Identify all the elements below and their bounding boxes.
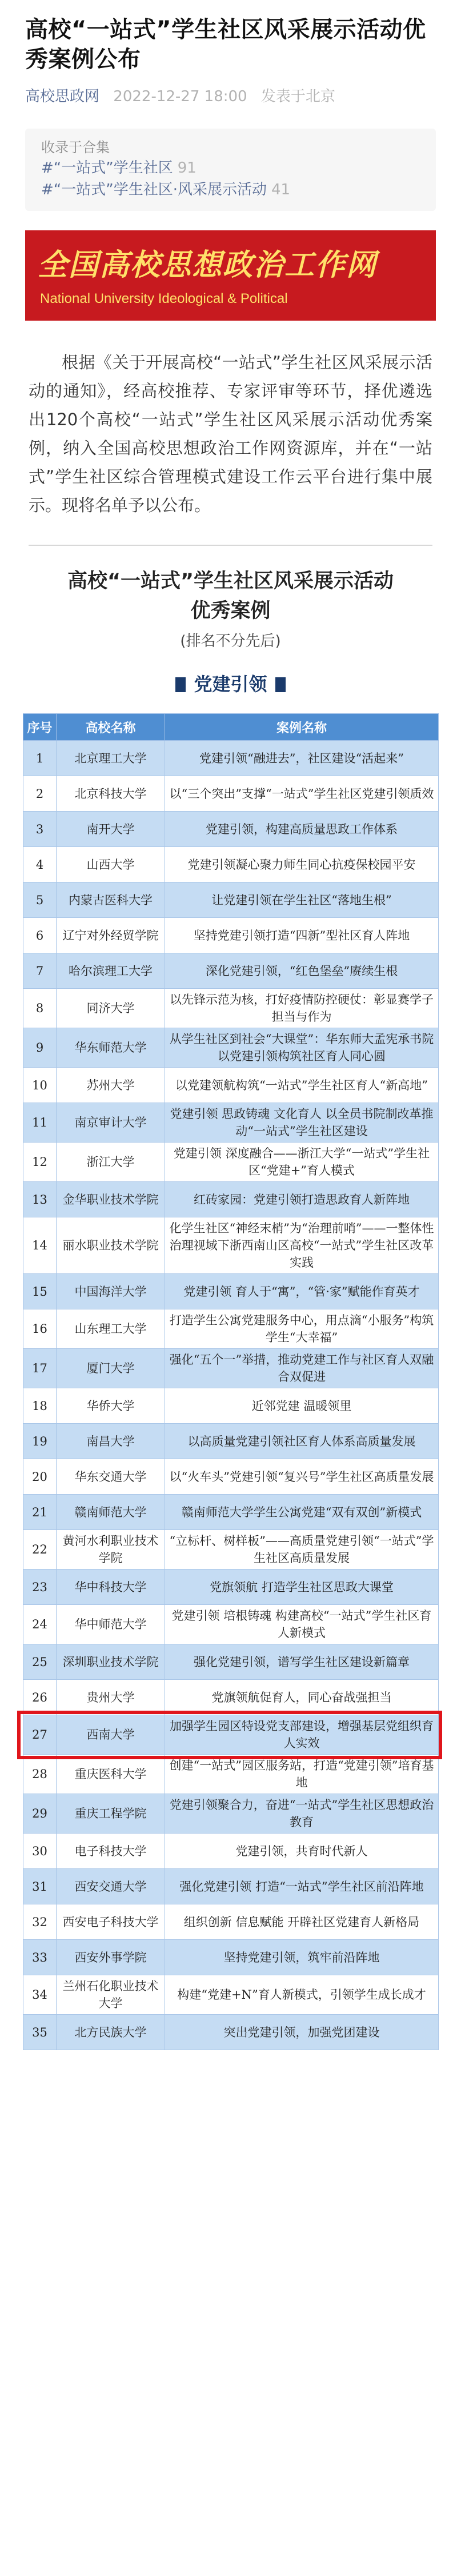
collection-tag-label[interactable]: #“一站式”学生社区 bbox=[41, 159, 173, 177]
row-case: “立标杆、树样板”——高质量党建引领“一站式”学生社区高质量发展 bbox=[165, 1530, 439, 1569]
row-school: 重庆工程学院 bbox=[57, 1794, 165, 1834]
table-row bbox=[23, 1068, 439, 1103]
row-case: 党建引领 培根铸魂 构建高校“一站式”学生社区育人新模式 bbox=[165, 1605, 439, 1644]
row-case: 强化党建引领，谱写学生社区建设新篇章 bbox=[165, 1644, 439, 1680]
table-row bbox=[23, 953, 439, 989]
section-subtitle: (排名不分先后) bbox=[180, 633, 281, 650]
row-school: 南开大学 bbox=[57, 812, 165, 847]
row-case: 深化党建引领，“红色堡垒”赓续生根 bbox=[165, 953, 439, 989]
article-title: 高校“一站式”学生社区风采展示活动优秀案例公布 bbox=[25, 17, 426, 73]
row-case: 坚持党建引领，筑牢前沿阵地 bbox=[165, 1940, 439, 1975]
row-school: 哈尔滨理工大学 bbox=[57, 953, 165, 989]
row-case: 构建“党建+N”育人新模式，引领学生成长成才 bbox=[165, 1975, 439, 2015]
table-row bbox=[23, 812, 439, 847]
table-row bbox=[23, 1495, 439, 1530]
table-row bbox=[23, 1904, 439, 1940]
collection-tag-count: 41 bbox=[271, 181, 291, 198]
collection-tag[interactable] bbox=[41, 179, 420, 201]
row-number: 13 bbox=[23, 1182, 57, 1217]
square-bullet-icon bbox=[175, 677, 186, 692]
row-case: 加强学生园区特设党支部建设，增强基层党组织育人实效 bbox=[165, 1715, 439, 1755]
section-title-line: 高校“一站式”学生社区风采展示活动 bbox=[67, 570, 394, 593]
row-number: 12 bbox=[23, 1143, 57, 1182]
row-case: 以高质量党建引领社区育人体系高质量发展 bbox=[165, 1424, 439, 1459]
row-number: 30 bbox=[23, 1834, 57, 1869]
row-number: 31 bbox=[23, 1869, 57, 1904]
table-row bbox=[23, 1028, 439, 1068]
row-school: 黄河水利职业技术学院 bbox=[57, 1530, 165, 1569]
row-school: 西安交通大学 bbox=[57, 1869, 165, 1904]
row-case: 党建引领“融进去”，社区建设“活起来” bbox=[165, 741, 439, 776]
row-school: 山东理工大学 bbox=[57, 1309, 165, 1349]
row-number: 24 bbox=[23, 1605, 57, 1644]
category-label: 党建引领 bbox=[194, 673, 267, 695]
row-school: 西南大学 bbox=[57, 1715, 165, 1755]
row-number: 11 bbox=[23, 1103, 57, 1143]
row-school: 华侨大学 bbox=[57, 1388, 165, 1424]
publish-date: 2022-12-27 18:00 bbox=[113, 88, 247, 105]
banner-logo-text: 全国高校思想政治工作网 bbox=[38, 247, 378, 282]
table-row bbox=[23, 918, 439, 953]
row-number: 20 bbox=[23, 1459, 57, 1495]
row-school: 华中师范大学 bbox=[57, 1605, 165, 1644]
row-number: 33 bbox=[23, 1940, 57, 1975]
row-case: 让党建引领在学生社区“落地生根” bbox=[165, 882, 439, 918]
collection-tag-count: 91 bbox=[177, 159, 197, 177]
row-case: 化学生社区“神经末梢”为“治理前哨”——一整体性治理视域下浙西南山区高校“一站式”学生社区改革实践 bbox=[165, 1217, 439, 1274]
row-school: 南京审计大学 bbox=[57, 1103, 165, 1143]
row-school: 南昌大学 bbox=[57, 1424, 165, 1459]
table-row bbox=[23, 1715, 439, 1755]
row-number: 23 bbox=[23, 1569, 57, 1605]
row-case: 党建引领，构建高质量思政工作体系 bbox=[165, 812, 439, 847]
row-number: 1 bbox=[23, 741, 57, 776]
row-number: 10 bbox=[23, 1068, 57, 1103]
row-number: 19 bbox=[23, 1424, 57, 1459]
row-number: 9 bbox=[23, 1028, 57, 1068]
row-case: 以“三个突出”支撑“一站式”学生社区党建引领质效 bbox=[165, 776, 439, 812]
row-school: 内蒙古医科大学 bbox=[57, 882, 165, 918]
table-row bbox=[23, 989, 439, 1028]
row-number: 32 bbox=[23, 1904, 57, 1940]
table-row bbox=[23, 1424, 439, 1459]
row-number: 25 bbox=[23, 1644, 57, 1680]
table-row bbox=[23, 847, 439, 882]
table-row bbox=[23, 1869, 439, 1904]
row-number: 34 bbox=[23, 1975, 57, 2015]
table-row bbox=[23, 1143, 439, 1182]
row-number: 2 bbox=[23, 776, 57, 812]
row-number: 6 bbox=[23, 918, 57, 953]
row-school: 赣南师范大学 bbox=[57, 1495, 165, 1530]
row-number: 18 bbox=[23, 1388, 57, 1424]
row-school: 金华职业技术学院 bbox=[57, 1182, 165, 1217]
publish-location: 发表于北京 bbox=[260, 88, 335, 105]
row-case: 突出党建引领，加强党团建设 bbox=[165, 2015, 439, 2050]
row-school: 中国海洋大学 bbox=[57, 1274, 165, 1309]
row-school: 重庆医科大学 bbox=[57, 1755, 165, 1794]
table-row bbox=[23, 1569, 439, 1605]
table-row bbox=[23, 2015, 439, 2050]
row-school: 北京理工大学 bbox=[57, 741, 165, 776]
row-number: 22 bbox=[23, 1530, 57, 1569]
row-number: 21 bbox=[23, 1495, 57, 1530]
row-school: 西安电子科技大学 bbox=[57, 1904, 165, 1940]
row-case: 以先锋示范为核，打好疫情防控硬仗：彰显赛学子担当与作为 bbox=[165, 989, 439, 1028]
table-row bbox=[23, 1794, 439, 1834]
row-number: 16 bbox=[23, 1309, 57, 1349]
row-school: 贵州大学 bbox=[57, 1680, 165, 1715]
row-number: 8 bbox=[23, 989, 57, 1028]
row-case: 创建“一站式”园区服务站，打造“党建引领”培育基地 bbox=[165, 1755, 439, 1794]
row-case: 党建引领 育人于“寓”，“管·家”赋能作育英才 bbox=[165, 1274, 439, 1309]
row-number: 27 bbox=[23, 1715, 57, 1755]
row-number: 15 bbox=[23, 1274, 57, 1309]
section-divider bbox=[29, 545, 432, 546]
table-row bbox=[23, 1680, 439, 1715]
site-banner bbox=[25, 230, 436, 321]
header-case: 案例名称 bbox=[165, 714, 439, 741]
collection-tag-label[interactable]: #“一站式”学生社区·风采展示活动 bbox=[41, 181, 267, 198]
row-school: 苏州大学 bbox=[57, 1068, 165, 1103]
row-case: 从学生社区到社会“大课堂”：华东师大孟宪承书院以党建引领构筑社区育人同心圆 bbox=[165, 1028, 439, 1068]
row-case: 以党建领航构筑“一站式”学生社区育人“新高地” bbox=[165, 1068, 439, 1103]
row-school: 电子科技大学 bbox=[57, 1834, 165, 1869]
row-school: 华中科技大学 bbox=[57, 1569, 165, 1605]
row-case: 党建引领聚合力，奋进“一站式”学生社区思想政治教育 bbox=[165, 1794, 439, 1834]
row-case: 红砖家园：党建引领打造思政育人新阵地 bbox=[165, 1182, 439, 1217]
table-row bbox=[23, 1530, 439, 1569]
row-number: 7 bbox=[23, 953, 57, 989]
collection-box bbox=[25, 129, 436, 211]
row-case: 赣南师范大学学生公寓党建“双有双创”新模式 bbox=[165, 1495, 439, 1530]
collection-tag[interactable] bbox=[41, 157, 420, 179]
table-row bbox=[23, 1349, 439, 1388]
row-school: 丽水职业技术学院 bbox=[57, 1217, 165, 1274]
table-row bbox=[23, 1182, 439, 1217]
row-case: 近邻党建 温暖领里 bbox=[165, 1388, 439, 1424]
row-number: 17 bbox=[23, 1349, 57, 1388]
square-bullet-icon bbox=[275, 677, 286, 692]
table-row bbox=[23, 1103, 439, 1143]
row-school: 北方民族大学 bbox=[57, 2015, 165, 2050]
row-case: 党建引领 深度融合——浙江大学“一站式”学生社区“党建+”育人模式 bbox=[165, 1143, 439, 1182]
intro-paragraph: 根据《关于开展高校“一站式”学生社区风采展示活动的通知》，经高校推荐、专家评审等环节，择优遴选出120个高校“一站式”学生社区风采展示活动优秀案例，纳入全国高校思想政治工作网资源库，并在“一站式”学生社区综合管理模式建设工作云平台进行集中展示。现将名单予以公布。 bbox=[29, 353, 432, 515]
table-row bbox=[23, 1605, 439, 1644]
row-school: 辽宁对外经贸学院 bbox=[57, 918, 165, 953]
table-row bbox=[23, 1274, 439, 1309]
table-row bbox=[23, 1975, 439, 2015]
table-row bbox=[23, 1309, 439, 1349]
row-case: 组织创新 信息赋能 开辟社区党建育人新格局 bbox=[165, 1904, 439, 1940]
section-title-line: 优秀案例 bbox=[190, 600, 271, 622]
table-row bbox=[23, 741, 439, 776]
row-school: 北京科技大学 bbox=[57, 776, 165, 812]
row-school: 华东师范大学 bbox=[57, 1028, 165, 1068]
row-case: 党旗领航 打造学生社区思政大课堂 bbox=[165, 1569, 439, 1605]
row-school: 浙江大学 bbox=[57, 1143, 165, 1182]
table-row bbox=[23, 1459, 439, 1495]
article-meta bbox=[25, 85, 436, 106]
row-case: 党建引领凝心聚力师生同心抗疫保校园平安 bbox=[165, 847, 439, 882]
row-number: 4 bbox=[23, 847, 57, 882]
table-row bbox=[23, 1217, 439, 1274]
author-link[interactable]: 高校思政网 bbox=[25, 88, 100, 105]
row-number: 3 bbox=[23, 812, 57, 847]
row-school: 西安外事学院 bbox=[57, 1940, 165, 1975]
section-title bbox=[0, 566, 461, 626]
table-row bbox=[23, 882, 439, 918]
row-school: 山西大学 bbox=[57, 847, 165, 882]
row-school: 深圳职业技术学院 bbox=[57, 1644, 165, 1680]
row-number: 14 bbox=[23, 1217, 57, 1274]
row-number: 35 bbox=[23, 2015, 57, 2050]
row-number: 29 bbox=[23, 1794, 57, 1834]
row-number: 28 bbox=[23, 1755, 57, 1794]
row-case: 党建引领 思政铸魂 文化育人 以全员书院制改革推动“一站式”学生社区建设 bbox=[165, 1103, 439, 1143]
row-school: 厦门大学 bbox=[57, 1349, 165, 1388]
row-number: 26 bbox=[23, 1680, 57, 1715]
banner-english-text: National University Ideological & Political bbox=[40, 291, 288, 306]
category-heading bbox=[0, 670, 461, 696]
row-case: 党建引领，共育时代新人 bbox=[165, 1834, 439, 1869]
collection-heading: 收录于合集 bbox=[41, 139, 110, 155]
row-number: 5 bbox=[23, 882, 57, 918]
row-case: 强化党建引领 打造“一站式”学生社区前沿阵地 bbox=[165, 1869, 439, 1904]
article-header bbox=[0, 0, 461, 106]
table-row bbox=[23, 1834, 439, 1869]
table-row bbox=[23, 1644, 439, 1680]
row-case: 坚持党建引领打造“四新”型社区育人阵地 bbox=[165, 918, 439, 953]
row-case: 强化“五个一”举措，推动党建工作与社区育人双融合双促进 bbox=[165, 1349, 439, 1388]
header-number: 序号 bbox=[23, 714, 57, 741]
table-body bbox=[23, 741, 439, 2050]
row-school: 华东交通大学 bbox=[57, 1459, 165, 1495]
row-case: 党旗领航促育人，同心奋战强担当 bbox=[165, 1680, 439, 1715]
cases-table bbox=[23, 713, 439, 2050]
row-case: 打造学生公寓党建服务中心，用点滴“小服务”构筑学生“大幸福” bbox=[165, 1309, 439, 1349]
table-row bbox=[23, 1940, 439, 1975]
row-school: 同济大学 bbox=[57, 989, 165, 1028]
table-row bbox=[23, 776, 439, 812]
table-header-row bbox=[23, 714, 439, 741]
table-row bbox=[23, 1755, 439, 1794]
header-school: 高校名称 bbox=[57, 714, 165, 741]
row-case: 以“火车头”党建引领“复兴号”学生社区高质量发展 bbox=[165, 1459, 439, 1495]
row-school: 兰州石化职业技术大学 bbox=[57, 1975, 165, 2015]
table-row bbox=[23, 1388, 439, 1424]
